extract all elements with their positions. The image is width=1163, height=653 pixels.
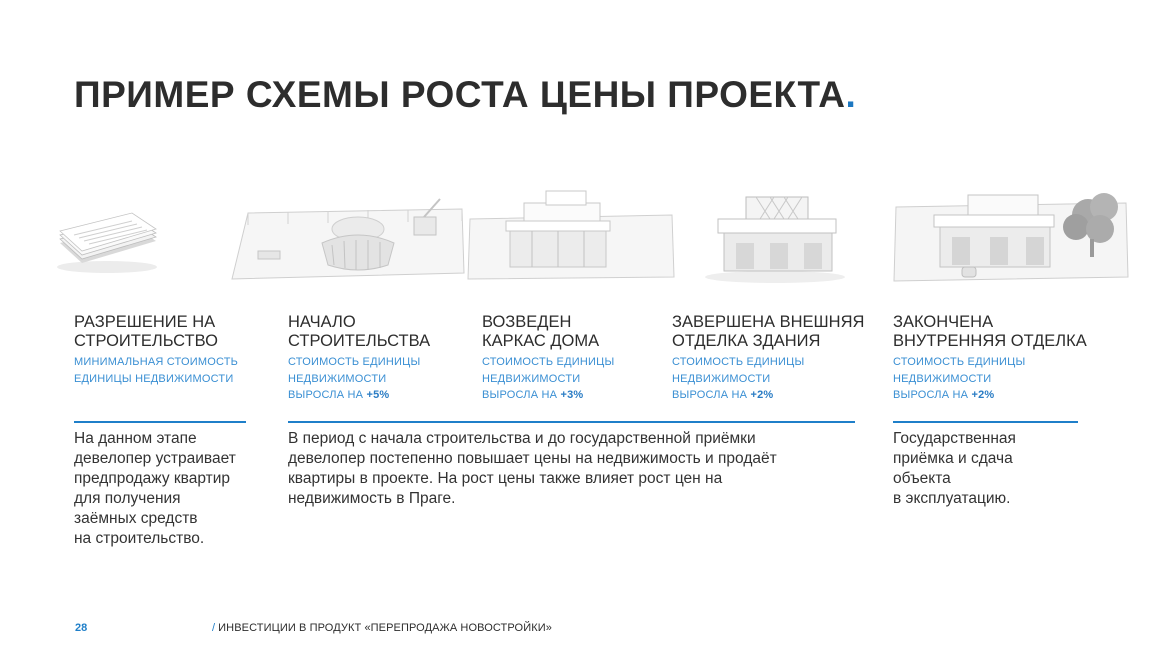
stage-exterior-finished <box>672 313 864 404</box>
stage-sub-line: СТОИМОСТЬ ЕДИНИЦЫ <box>893 356 1026 368</box>
stage-title-line: РАЗРЕШЕНИЕ НА <box>74 313 216 331</box>
stage-title-line: ЗАКОНЧЕНА <box>893 313 994 331</box>
description-line: приёмка и сдача <box>893 450 1013 467</box>
stage-sub-line: ВЫРОСЛА НА <box>482 389 561 401</box>
construction-site-illustration <box>228 185 468 285</box>
stage-title <box>288 313 430 351</box>
footer-slash: / <box>212 622 216 634</box>
stage-title-line: КАРКАС ДОМА <box>482 332 600 350</box>
description-line: На данном этапе <box>74 430 197 447</box>
stage-title-line: ВНУТРЕННЯЯ ОТДЕЛКА <box>893 332 1087 350</box>
stage-subtitle <box>74 354 238 387</box>
description-middle <box>288 429 868 509</box>
stage-title-line: СТРОИТЕЛЬСТВА <box>288 332 431 350</box>
description-line: в эксплуатацию. <box>893 490 1011 507</box>
description-left <box>74 429 274 549</box>
stage-sub-line: СТОИМОСТЬ ЕДИНИЦЫ <box>672 356 805 368</box>
stage-sub-line: НЕДВИЖИМОСТИ <box>893 372 992 385</box>
stage-sub-line: ВЫРОСЛА НА <box>893 389 972 401</box>
description-line: Государственная <box>893 430 1016 447</box>
description-line: В период с начала строительства и до государственной приёмки <box>288 430 756 447</box>
description-line: заёмных средств <box>74 510 198 527</box>
price-growth-value: +2% <box>971 389 995 401</box>
description-line: недвижимость в Праге. <box>288 490 456 507</box>
page-number: 28 <box>75 622 88 634</box>
footer-text: ИНВЕСТИЦИИ В ПРОДУКТ «ПЕРЕПРОДАЖА НОВОСТРОЙКИ» <box>218 622 552 634</box>
description-right <box>893 429 1093 509</box>
stage-sub-line: МИНИМАЛЬНАЯ СТОИМОСТЬ <box>74 356 239 368</box>
stage-sub-line: ЕДИНИЦЫ НЕДВИЖИМОСТИ <box>74 372 234 385</box>
description-line: девелопер устраивает <box>74 450 236 467</box>
description-line: объекта <box>893 470 951 487</box>
stage-interior-finished <box>893 313 1087 404</box>
stage-title-line: ВОЗВЕДЕН <box>482 313 572 331</box>
description-line: девелопер постепенно повышает цены на недвижимость и продаёт <box>288 450 777 467</box>
exterior-finished-illustration <box>700 185 850 285</box>
stage-sub-line: ВЫРОСЛА НА <box>288 389 367 401</box>
description-line: на строительство. <box>74 530 205 547</box>
divider-line-right <box>893 421 1078 423</box>
building-frame-illustration <box>466 185 676 285</box>
page-title-text: ПРИМЕР СХЕМЫ РОСТА ЦЕНЫ ПРОЕКТА <box>74 74 846 115</box>
description-line: квартиры в проекте. На рост цены также влияет рост цен на <box>288 470 723 487</box>
stage-subtitle <box>482 354 614 404</box>
stage-sub-line: НЕДВИЖИМОСТИ <box>288 372 387 385</box>
page-title-dot: . <box>845 74 857 115</box>
stage-subtitle <box>672 354 864 404</box>
stage-sub-line: СТОИМОСТЬ ЕДИНИЦЫ <box>482 356 615 368</box>
stage-permit <box>74 313 238 387</box>
stage-title-line: ЗАВЕРШЕНА ВНЕШНЯЯ <box>672 313 865 331</box>
price-growth-value: +2% <box>750 389 774 401</box>
interior-finished-illustration <box>890 185 1130 290</box>
price-growth-value: +3% <box>560 389 584 401</box>
divider-line-middle <box>288 421 855 423</box>
stage-subtitle <box>288 354 430 404</box>
stage-title-line: НАЧАЛО <box>288 313 356 331</box>
stage-title-line: ОТДЕЛКА ЗДАНИЯ <box>672 332 821 350</box>
description-line: для получения <box>74 490 181 507</box>
stage-sub-line: НЕДВИЖИМОСТИ <box>672 372 771 385</box>
footer-section-title <box>212 622 552 634</box>
stage-sub-line: СТОИМОСТЬ ЕДИНИЦЫ <box>288 356 421 368</box>
stage-title <box>893 313 1087 351</box>
stage-subtitle <box>893 354 1087 404</box>
stage-title <box>672 313 864 351</box>
permit-documents-illustration <box>52 185 162 275</box>
page-title <box>74 74 856 116</box>
stage-sub-line: ВЫРОСЛА НА <box>672 389 751 401</box>
stage-title-line: СТРОИТЕЛЬСТВО <box>74 332 218 350</box>
stage-sub-line: НЕДВИЖИМОСТИ <box>482 372 581 385</box>
description-line: предпродажу квартир <box>74 470 231 487</box>
price-growth-value: +5% <box>366 389 390 401</box>
divider-line-left <box>74 421 246 423</box>
stage-title <box>482 313 614 351</box>
stage-frame-built <box>482 313 614 404</box>
stage-construction-start <box>288 313 430 404</box>
stage-title <box>74 313 238 351</box>
